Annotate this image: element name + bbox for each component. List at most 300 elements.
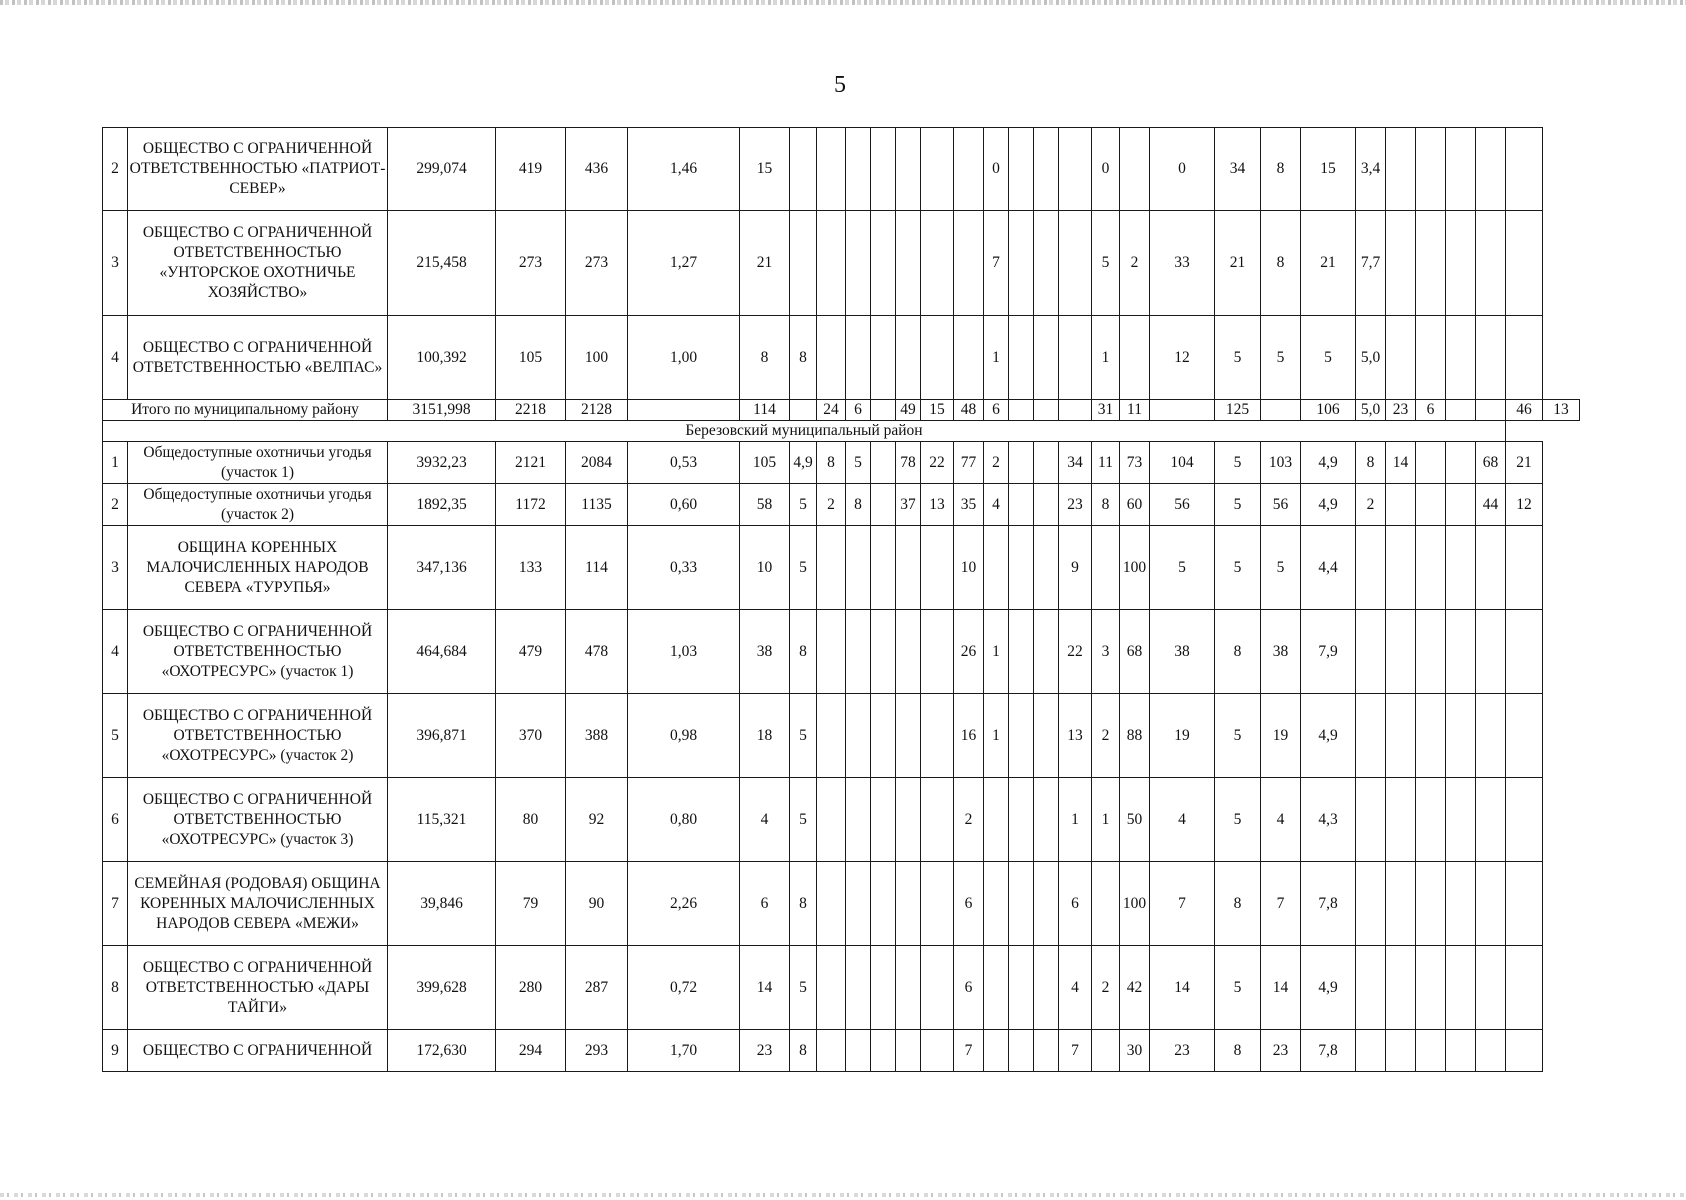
row-number-cell: 7 [103, 862, 128, 946]
value-cell: 21 [1215, 211, 1261, 316]
value-cell: 0 [1092, 128, 1120, 211]
value-cell [1416, 1030, 1446, 1072]
total-value-cell: 46 [1506, 400, 1543, 421]
value-cell [1476, 211, 1506, 316]
value-cell [871, 484, 896, 526]
value-cell [1476, 694, 1506, 778]
value-cell [1092, 1030, 1120, 1072]
row-number-cell: 4 [103, 610, 128, 694]
value-cell: 1 [1092, 316, 1120, 400]
value-cell: 60 [1120, 484, 1150, 526]
value-cell: 4 [984, 484, 1009, 526]
value-cell [871, 946, 896, 1030]
value-cell [1506, 316, 1543, 400]
value-cell [1009, 484, 1034, 526]
value-cell: 90 [566, 862, 628, 946]
value-cell: 5 [790, 484, 817, 526]
organization-name-cell: ОБЩЕСТВО С ОГРАНИЧЕННОЙ [128, 1030, 388, 1072]
value-cell: 1,27 [628, 211, 740, 316]
value-cell [846, 778, 871, 862]
value-cell [846, 610, 871, 694]
total-value-cell: 3151,998 [388, 400, 496, 421]
value-cell: 5 [1215, 778, 1261, 862]
value-cell [1034, 211, 1059, 316]
value-cell: 2 [817, 484, 846, 526]
value-cell: 4,3 [1301, 778, 1356, 862]
value-cell: 2 [954, 778, 984, 862]
total-value-cell: 49 [896, 400, 921, 421]
table-row [103, 442, 1580, 484]
value-cell: 7 [954, 1030, 984, 1072]
value-cell [1446, 484, 1476, 526]
value-cell [846, 1030, 871, 1072]
value-cell: 18 [740, 694, 790, 778]
value-cell [896, 778, 921, 862]
value-cell [846, 946, 871, 1030]
value-cell [871, 1030, 896, 1072]
value-cell [1506, 946, 1543, 1030]
value-cell [1120, 316, 1150, 400]
value-cell: 22 [921, 442, 954, 484]
value-cell [1506, 694, 1543, 778]
value-cell [1356, 694, 1386, 778]
value-cell: 115,321 [388, 778, 496, 862]
value-cell [1059, 316, 1092, 400]
total-value-cell: 2128 [566, 400, 628, 421]
row-number-cell: 2 [103, 128, 128, 211]
value-cell [1506, 526, 1543, 610]
value-cell [1416, 862, 1446, 946]
total-value-cell [1446, 400, 1476, 421]
value-cell [921, 862, 954, 946]
row-number-cell: 6 [103, 778, 128, 862]
value-cell [1009, 610, 1034, 694]
value-cell: 23 [1261, 1030, 1301, 1072]
value-cell: 7 [984, 211, 1009, 316]
value-cell: 21 [1301, 211, 1356, 316]
table-row [103, 211, 1580, 316]
value-cell: 16 [954, 694, 984, 778]
value-cell: 2 [1092, 694, 1120, 778]
value-cell: 5 [1215, 316, 1261, 400]
district-total-row [103, 400, 1580, 421]
value-cell [846, 211, 871, 316]
value-cell [1416, 694, 1446, 778]
value-cell: 7 [1150, 862, 1215, 946]
value-cell: 4,9 [1301, 484, 1356, 526]
value-cell: 6 [954, 862, 984, 946]
total-value-cell: 11 [1120, 400, 1150, 421]
value-cell: 38 [740, 610, 790, 694]
value-cell [1059, 128, 1092, 211]
value-cell [871, 694, 896, 778]
value-cell: 5,0 [1356, 316, 1386, 400]
value-cell: 50 [1120, 778, 1150, 862]
value-cell [817, 316, 846, 400]
value-cell: 13 [1059, 694, 1092, 778]
value-cell [871, 526, 896, 610]
row-number-cell: 3 [103, 211, 128, 316]
value-cell [896, 946, 921, 1030]
value-cell: 7,8 [1301, 862, 1356, 946]
value-cell: 287 [566, 946, 628, 1030]
value-cell [896, 862, 921, 946]
value-cell: 12 [1506, 484, 1543, 526]
value-cell: 5 [1261, 316, 1301, 400]
value-cell [817, 946, 846, 1030]
value-cell: 5 [790, 946, 817, 1030]
value-cell [1034, 484, 1059, 526]
total-value-cell [1009, 400, 1034, 421]
value-cell [1034, 442, 1059, 484]
value-cell: 370 [496, 694, 566, 778]
value-cell: 8 [790, 862, 817, 946]
value-cell: 68 [1476, 442, 1506, 484]
value-cell: 2084 [566, 442, 628, 484]
page-number: 5 [834, 72, 846, 98]
value-cell: 2 [984, 442, 1009, 484]
value-cell [1476, 1030, 1506, 1072]
value-cell: 1 [984, 316, 1009, 400]
value-cell [1416, 946, 1446, 1030]
value-cell [896, 610, 921, 694]
value-cell: 35 [954, 484, 984, 526]
value-cell: 280 [496, 946, 566, 1030]
value-cell [921, 316, 954, 400]
organization-name-cell: ОБЩЕСТВО С ОГРАНИЧЕННОЙ ОТВЕТСТВЕННОСТЬЮ «УНТОРСКОЕ ОХОТНИЧЬЕ ХОЗЯЙСТВО» [128, 211, 388, 316]
value-cell: 100 [566, 316, 628, 400]
value-cell: 5 [790, 526, 817, 610]
value-cell: 4,9 [1301, 694, 1356, 778]
value-cell [1120, 128, 1150, 211]
value-cell [1009, 211, 1034, 316]
value-cell: 21 [1506, 442, 1543, 484]
value-cell: 273 [566, 211, 628, 316]
value-cell [1506, 128, 1543, 211]
value-cell: 4 [740, 778, 790, 862]
value-cell: 30 [1120, 1030, 1150, 1072]
total-value-cell [1150, 400, 1215, 421]
value-cell [1506, 610, 1543, 694]
value-cell: 1,70 [628, 1030, 740, 1072]
value-cell [921, 1030, 954, 1072]
organization-name-cell: ОБЩЕСТВО С ОГРАНИЧЕННОЙ ОТВЕТСТВЕННОСТЬЮ «ОХОТРЕСУРС» (участок 2) [128, 694, 388, 778]
value-cell: 2 [1092, 946, 1120, 1030]
value-cell: 5 [1215, 484, 1261, 526]
total-value-cell: 6 [1416, 400, 1446, 421]
total-value-cell: 114 [740, 400, 790, 421]
table-row [103, 862, 1580, 946]
value-cell: 294 [496, 1030, 566, 1072]
total-value-cell: 31 [1092, 400, 1120, 421]
value-cell: 34 [1059, 442, 1092, 484]
value-cell: 13 [921, 484, 954, 526]
value-cell [896, 694, 921, 778]
total-value-cell: 125 [1215, 400, 1261, 421]
value-cell: 1,46 [628, 128, 740, 211]
value-cell [1446, 694, 1476, 778]
value-cell: 347,136 [388, 526, 496, 610]
value-cell: 4,4 [1301, 526, 1356, 610]
value-cell: 34 [1215, 128, 1261, 211]
value-cell [1356, 610, 1386, 694]
value-cell [984, 946, 1009, 1030]
value-cell [1059, 211, 1092, 316]
value-cell [1416, 778, 1446, 862]
value-cell: 15 [740, 128, 790, 211]
value-cell: 19 [1261, 694, 1301, 778]
value-cell: 4,9 [790, 442, 817, 484]
value-cell: 273 [496, 211, 566, 316]
value-cell: 104 [1150, 442, 1215, 484]
total-value-cell [871, 400, 896, 421]
row-number-cell: 5 [103, 694, 128, 778]
value-cell: 9 [1059, 526, 1092, 610]
value-cell: 478 [566, 610, 628, 694]
value-cell [1476, 778, 1506, 862]
value-cell: 38 [1150, 610, 1215, 694]
value-cell: 4 [1059, 946, 1092, 1030]
value-cell [984, 526, 1009, 610]
value-cell [1416, 128, 1446, 211]
value-cell [1416, 526, 1446, 610]
value-cell: 8 [1215, 1030, 1261, 1072]
value-cell [1476, 128, 1506, 211]
total-value-cell [1476, 400, 1506, 421]
table-row [103, 610, 1580, 694]
value-cell: 58 [740, 484, 790, 526]
table-row [103, 946, 1580, 1030]
value-cell: 14 [740, 946, 790, 1030]
row-number-cell: 8 [103, 946, 128, 1030]
value-cell: 38 [1261, 610, 1301, 694]
total-value-cell [1261, 400, 1301, 421]
value-cell [954, 316, 984, 400]
value-cell: 8 [1215, 862, 1261, 946]
value-cell [896, 128, 921, 211]
value-cell: 396,871 [388, 694, 496, 778]
organization-name-cell: ОБЩЕСТВО С ОГРАНИЧЕННОЙ ОТВЕТСТВЕННОСТЬЮ «ПАТРИОТ-СЕВЕР» [128, 128, 388, 211]
total-value-cell: 23 [1386, 400, 1416, 421]
value-cell: 399,628 [388, 946, 496, 1030]
row-number-cell: 2 [103, 484, 128, 526]
value-cell: 11 [1092, 442, 1120, 484]
value-cell [954, 211, 984, 316]
value-cell [1446, 316, 1476, 400]
total-value-cell [1034, 400, 1059, 421]
value-cell: 78 [896, 442, 921, 484]
value-cell: 5 [1215, 946, 1261, 1030]
value-cell: 4,9 [1301, 946, 1356, 1030]
value-cell [817, 778, 846, 862]
value-cell: 8 [740, 316, 790, 400]
value-cell: 5 [1150, 526, 1215, 610]
value-cell [896, 316, 921, 400]
section-header-row [103, 421, 1580, 442]
value-cell [921, 610, 954, 694]
value-cell: 33 [1150, 211, 1215, 316]
row-number-cell: 3 [103, 526, 128, 610]
value-cell: 1 [1059, 778, 1092, 862]
value-cell [1446, 211, 1476, 316]
value-cell: 23 [1150, 1030, 1215, 1072]
value-cell: 8 [1261, 128, 1301, 211]
value-cell: 105 [496, 316, 566, 400]
value-cell [1386, 128, 1416, 211]
value-cell [871, 128, 896, 211]
value-cell [1386, 1030, 1416, 1072]
value-cell [871, 610, 896, 694]
value-cell [921, 128, 954, 211]
value-cell [846, 526, 871, 610]
row-number-cell: 1 [103, 442, 128, 484]
value-cell [1416, 316, 1446, 400]
value-cell: 79 [496, 862, 566, 946]
value-cell [871, 442, 896, 484]
table-row [103, 526, 1580, 610]
value-cell [1506, 862, 1543, 946]
value-cell [1476, 862, 1506, 946]
value-cell: 8 [1261, 211, 1301, 316]
value-cell: 73 [1120, 442, 1150, 484]
value-cell: 26 [954, 610, 984, 694]
value-cell: 479 [496, 610, 566, 694]
value-cell: 1,00 [628, 316, 740, 400]
value-cell [1476, 526, 1506, 610]
value-cell: 6 [954, 946, 984, 1030]
total-value-cell: 48 [954, 400, 984, 421]
value-cell [1416, 442, 1446, 484]
value-cell [1356, 778, 1386, 862]
value-cell [817, 610, 846, 694]
value-cell [846, 862, 871, 946]
value-cell [1034, 128, 1059, 211]
value-cell: 100 [1120, 862, 1150, 946]
value-cell [896, 211, 921, 316]
organization-name-cell: СЕМЕЙНАЯ (РОДОВАЯ) ОБЩИНА КОРЕННЫХ МАЛОЧИСЛЕННЫХ НАРОДОВ СЕВЕРА «МЕЖИ» [128, 862, 388, 946]
value-cell: 7 [1261, 862, 1301, 946]
value-cell [871, 211, 896, 316]
table-row [103, 1030, 1580, 1072]
row-number-cell: 9 [103, 1030, 128, 1072]
total-value-cell [628, 400, 740, 421]
organization-name-cell: ОБЩИНА КОРЕННЫХ МАЛОЧИСЛЕННЫХ НАРОДОВ СЕВЕРА «ТУРУПЬЯ» [128, 526, 388, 610]
value-cell: 419 [496, 128, 566, 211]
value-cell: 388 [566, 694, 628, 778]
value-cell: 3,4 [1356, 128, 1386, 211]
value-cell [954, 128, 984, 211]
value-cell: 436 [566, 128, 628, 211]
value-cell [1416, 610, 1446, 694]
value-cell: 80 [496, 778, 566, 862]
value-cell: 4 [1150, 778, 1215, 862]
value-cell [1476, 610, 1506, 694]
value-cell: 114 [566, 526, 628, 610]
value-cell: 2 [1356, 484, 1386, 526]
value-cell: 5 [790, 694, 817, 778]
value-cell: 6 [740, 862, 790, 946]
value-cell [1386, 610, 1416, 694]
value-cell [1009, 128, 1034, 211]
organization-name-cell: ОБЩЕСТВО С ОГРАНИЧЕННОЙ ОТВЕТСТВЕННОСТЬЮ «ВЕЛПАС» [128, 316, 388, 400]
value-cell [1386, 946, 1416, 1030]
value-cell: 0,98 [628, 694, 740, 778]
value-cell: 5 [1261, 526, 1301, 610]
value-cell: 1 [984, 694, 1009, 778]
value-cell [1009, 862, 1034, 946]
value-cell: 103 [1261, 442, 1301, 484]
value-cell [817, 694, 846, 778]
value-cell [1386, 778, 1416, 862]
total-value-cell: 6 [984, 400, 1009, 421]
value-cell [1009, 526, 1034, 610]
value-cell [1416, 211, 1446, 316]
value-cell [1476, 316, 1506, 400]
value-cell: 4 [1261, 778, 1301, 862]
value-cell: 77 [954, 442, 984, 484]
total-value-cell: 24 [817, 400, 846, 421]
value-cell [871, 778, 896, 862]
value-cell [1476, 946, 1506, 1030]
value-cell [1009, 316, 1034, 400]
hunting-grounds-table [102, 127, 1580, 1072]
organization-name-cell: ОБЩЕСТВО С ОГРАНИЧЕННОЙ ОТВЕТСТВЕННОСТЬЮ «ОХОТРЕСУРС» (участок 3) [128, 778, 388, 862]
section-title: Березовский муниципальный район [103, 421, 1506, 442]
row-number-cell: 4 [103, 316, 128, 400]
value-cell: 0,60 [628, 484, 740, 526]
value-cell: 5 [1092, 211, 1120, 316]
value-cell: 0,53 [628, 442, 740, 484]
value-cell [1446, 1030, 1476, 1072]
value-cell: 42 [1120, 946, 1150, 1030]
value-cell: 0 [984, 128, 1009, 211]
value-cell: 8 [846, 484, 871, 526]
value-cell [1446, 610, 1476, 694]
value-cell: 22 [1059, 610, 1092, 694]
value-cell: 10 [954, 526, 984, 610]
value-cell [1446, 778, 1476, 862]
value-cell: 7,7 [1356, 211, 1386, 316]
value-cell [1009, 442, 1034, 484]
value-cell [921, 211, 954, 316]
value-cell: 1172 [496, 484, 566, 526]
total-value-cell: 6 [846, 400, 871, 421]
value-cell: 5 [1215, 526, 1261, 610]
total-value-cell: 2218 [496, 400, 566, 421]
value-cell: 5 [1215, 442, 1261, 484]
value-cell: 100,392 [388, 316, 496, 400]
value-cell [846, 694, 871, 778]
value-cell: 0,33 [628, 526, 740, 610]
value-cell [1356, 862, 1386, 946]
value-cell [1034, 316, 1059, 400]
value-cell [1009, 778, 1034, 862]
value-cell: 8 [1215, 610, 1261, 694]
value-cell [921, 694, 954, 778]
value-cell: 3 [1092, 610, 1120, 694]
value-cell: 1 [1092, 778, 1120, 862]
value-cell: 299,074 [388, 128, 496, 211]
total-value-cell: 13 [1543, 400, 1580, 421]
value-cell: 1 [984, 610, 1009, 694]
value-cell: 1,03 [628, 610, 740, 694]
value-cell: 1892,35 [388, 484, 496, 526]
value-cell: 464,684 [388, 610, 496, 694]
value-cell: 0 [1150, 128, 1215, 211]
value-cell [846, 128, 871, 211]
value-cell [1092, 862, 1120, 946]
value-cell [817, 211, 846, 316]
